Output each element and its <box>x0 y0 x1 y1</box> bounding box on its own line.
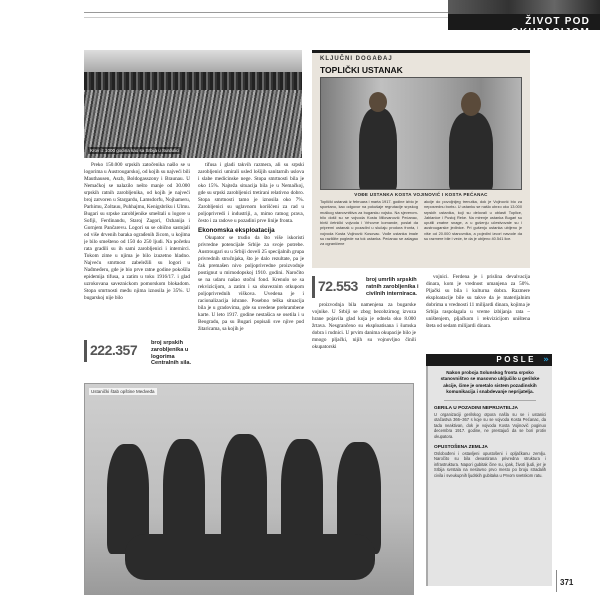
photo-crowd <box>84 72 302 90</box>
sidebar-text-col2: akcije do povoljnijeg trenutka, dok je Vojinović bio za neposrednu borbu. U ustanku se našlo ubrzo oko 13.000 srpskih ustanika, koji su delovali u oblasti Toplice, Jablanice i Pustoj Reke. Na mirenje ustanka Bugari su uputili znatne snage, a u gušenju učestvovale su i austrougarske jedinice. Pri gušenju ustanka ubijeno je više od 20.000 stanovnika, a pojedini izvori navode da su razmere bile i veće, te da je ubijeno 40.541 lice. <box>424 199 522 242</box>
body-column-3 <box>312 302 416 378</box>
header-photo-strip <box>448 0 600 14</box>
body-column-4 <box>426 274 530 350</box>
body-paragraph: Okupator se trudio da što više iskoristi privredne potencijale Srbije za svoje potrebe. Austrougari su u Srbiji doveli 25 specijalnih grupa privrednih stručnjaka, što je dalo rezultate, pa je čak premašen nivo poljoprivredne proizvodnje postignut u mirnodopskoj 1910. godini. Naročito se na udaru našao stočni fond. Krenulo se sa rekvizicijom, a zatim i sa obaveznim otkupom poljoprivrednih viškova. Uvedena je i racionalizacija ishrane. Posebno teška situacija bila je u gradovima, gde su uvedene prehrambene karte. U leto 1917. godine nestašica se osetila i u Beogradu, pa su Bugari popisali sve njive pod žitaricama, sa kojih je <box>198 235 304 332</box>
stat-bar <box>312 276 315 298</box>
sidebar-photo-caption: VOĐE USTANKA KOSTA VOJINOVIĆ I KOSTA PEĆANAC <box>354 192 488 197</box>
posle-box <box>426 366 552 586</box>
body-paragraph: tifusa i gladi takvih razmera, ali su srpski zarobljenici umirali usled lošijih sanitarnih uslova i slabe medicinske nege. Stopa smrtnosti bila je oko 15%. Najteža situacija bila je u Nemačkoj, gde su srpski zarobljenici tretirani relativno dobro. Stopa smrtnosti tamo je iznosila oko 7%. Zarobljenici su uglavnom korišćeni za rad u poljoprivredi i industriji, a, mimo ratnog prava, često i za radove u pozadini prve linije fronta. <box>198 162 304 224</box>
photo-figure-left <box>359 108 397 190</box>
posle-heading-2: OPUSTOŠENA ZEMLJA <box>434 444 488 450</box>
posle-header: POSLE <box>426 354 552 366</box>
body-paragraph: vojnici. Ferdena je i prislina devalvacija dinara, kom je vrednost umanjena za 50%. Pljački su bila i kulturna dobra. Razmere eksploatacije bile su takve da je materijalnim dobrima u vrednosti 11 milijardi dinara, kojima je Srbija raspolagala u vreme izbijanja rata – uništenjem, pljačkom i rekvizicijom uništena šteta od sedam milijardi dinara. <box>426 274 530 329</box>
sidebar-photo-leaders <box>320 77 522 190</box>
sidebar-kicker: KLJUČNI DOGAĐAJ <box>320 56 393 62</box>
sidebar-key-event <box>312 50 530 268</box>
page-number-rule <box>556 570 557 592</box>
posle-intro: Nakon proboja Solunskog fronta srpsko stanovništvo se masovno uključilo u gerilske akcije, čime je ometalo sistem pozadinskih komunikacija i snabdevanje neprijatelja. <box>440 370 540 395</box>
stat-label-deaths: broj umrlih srpskih ratnih zarobljenika i civilnih interniraca. <box>366 277 419 297</box>
photo-head-right <box>461 92 481 116</box>
stat-number-deaths: 72.553 <box>318 278 358 294</box>
photo-caption: Ustanički štab opštine Medveđa <box>91 389 155 394</box>
body-column-2 <box>198 162 304 376</box>
photo-seated-row <box>125 534 375 580</box>
body-column-1 <box>84 162 190 340</box>
posle-divider <box>444 400 536 401</box>
posle-text-2: Oslobođeni i ostavljeni opustošeni i opljačkanu zemlju. Naročito su bila devastirana privredna struktura i infrastruktura. Napori gubitak čine su, ipak, životi ljudi, jer je Srbija svrstala na neslavno prvo mesto po broju stradalih civila i sveukupnih ljudskih gubitaka u Prvom svetskom ratu. <box>434 450 546 478</box>
posle-text-1: U organizaciji gerilskog otpora našla su se i ustanici otačastva 366–367 s koje su se vojvoda Kosta Pećanac, da tada neaktivan, dok je vojvoda Kosta Vojinović poginuo decembra 1917. godine, ne prestajući da se bori protiv okupatora. <box>434 411 546 439</box>
body-paragraph: proizvodnja bila namenjena za bugarske vojnike. U Srbiji se zbog bezobzirnog izvoza hrane pojavila glad koja je odnela oko 8.000 žrtava. Nesgrančeno su eksploatisana i šumska dobra i rudnici. U prvim danima okupacije bilo je mnogo pljački, nijih su vojnovljno činili okupatorski <box>312 302 416 350</box>
stat-bar <box>84 340 87 362</box>
photo-prisoners-field <box>84 50 302 158</box>
running-header-title: ŽIVOT POD OKUPACIJOM <box>448 14 600 30</box>
photo-figure-right <box>449 112 493 190</box>
body-paragraph: Preko 150.000 srpskih zatočenika našlo se u logorima u Austrougarskoj, od kojih su najveći bili Mauthausen, Aszb, Boldogasszony i Braunau. U Nemačkoj se nalazilo nešto manje od 30.000 srpskih ratnih zarobljenika, od kojih je najveći broj zatvoren u Stargardu, Lamsdorfu, Nojhameru, Parhimu, Zoltauu, Puhhajmu, Kenigsbriku i Ulmu. Bugari su srpske zarobljenike smeštali u logore u Sofiji, Ferdinandu, Starој Zagori, Ozhanija i Gornjem Pančarevu. Logori su se obično sastojali od više drvenih baraka ograđenih žicom, u kojima je bilo smešteno od 150 do 250 ljudi. Na početku rata gradili su ih sami zarobljenici i internirci. Tokom zime u njima je bilo izuzetno hladno. Najveću smrtnost zabeležili su logori u Nađmeđeru, gde je bio prve ratne godine pokošila epidemija tifusa, a zatim u toku 1916/17. i glad uzrokovana saveznickom pomorskom blokadom. Stopa smrtnosti među njima iznosila je 35%. U bugarskoj nije bilo <box>84 162 190 301</box>
photo-head-left <box>369 92 387 112</box>
sidebar-text-col1: Toplički ustanak iz februara i marta 1917. godine izbio je spontano, kao odgovor na pokušaje regrutacije srpskog muškog stanovništva za bugarsku vojsku. Na sjeverom-bilo došli su se vojvoda Kosta Milovanović Pećanac, bivši četnički vojvoda i Vrhovne komande, poslat da pripremi ustanak u pozadini u slučaju prodora fronta, i vojvoda Kosta Vojinović Kosovac. Vođe ustanka imale su različite poglede na tok ustanka. Pećanac se zalagao za ograničene <box>320 199 418 247</box>
stat-label-prisoners: broj srpskih zarobljenika u logorima Centralnih sila. <box>151 340 192 367</box>
posle-heading-1: GERILA U POZADINI NEPRIJATELJA <box>434 405 518 411</box>
sidebar-title: TOPLIČKI USTANAK <box>320 65 403 75</box>
section-subhead: Ekonomska eksploatacija <box>198 227 275 234</box>
photo-insurgent-staff <box>84 383 414 595</box>
stat-number-prisoners: 222.357 <box>90 342 138 358</box>
page-number: 371 <box>560 578 574 587</box>
chevron-right-icon: » <box>543 355 549 365</box>
photo-caption: Krov iz 1000 godina kao sa Srbija u Surdulici <box>90 148 180 153</box>
